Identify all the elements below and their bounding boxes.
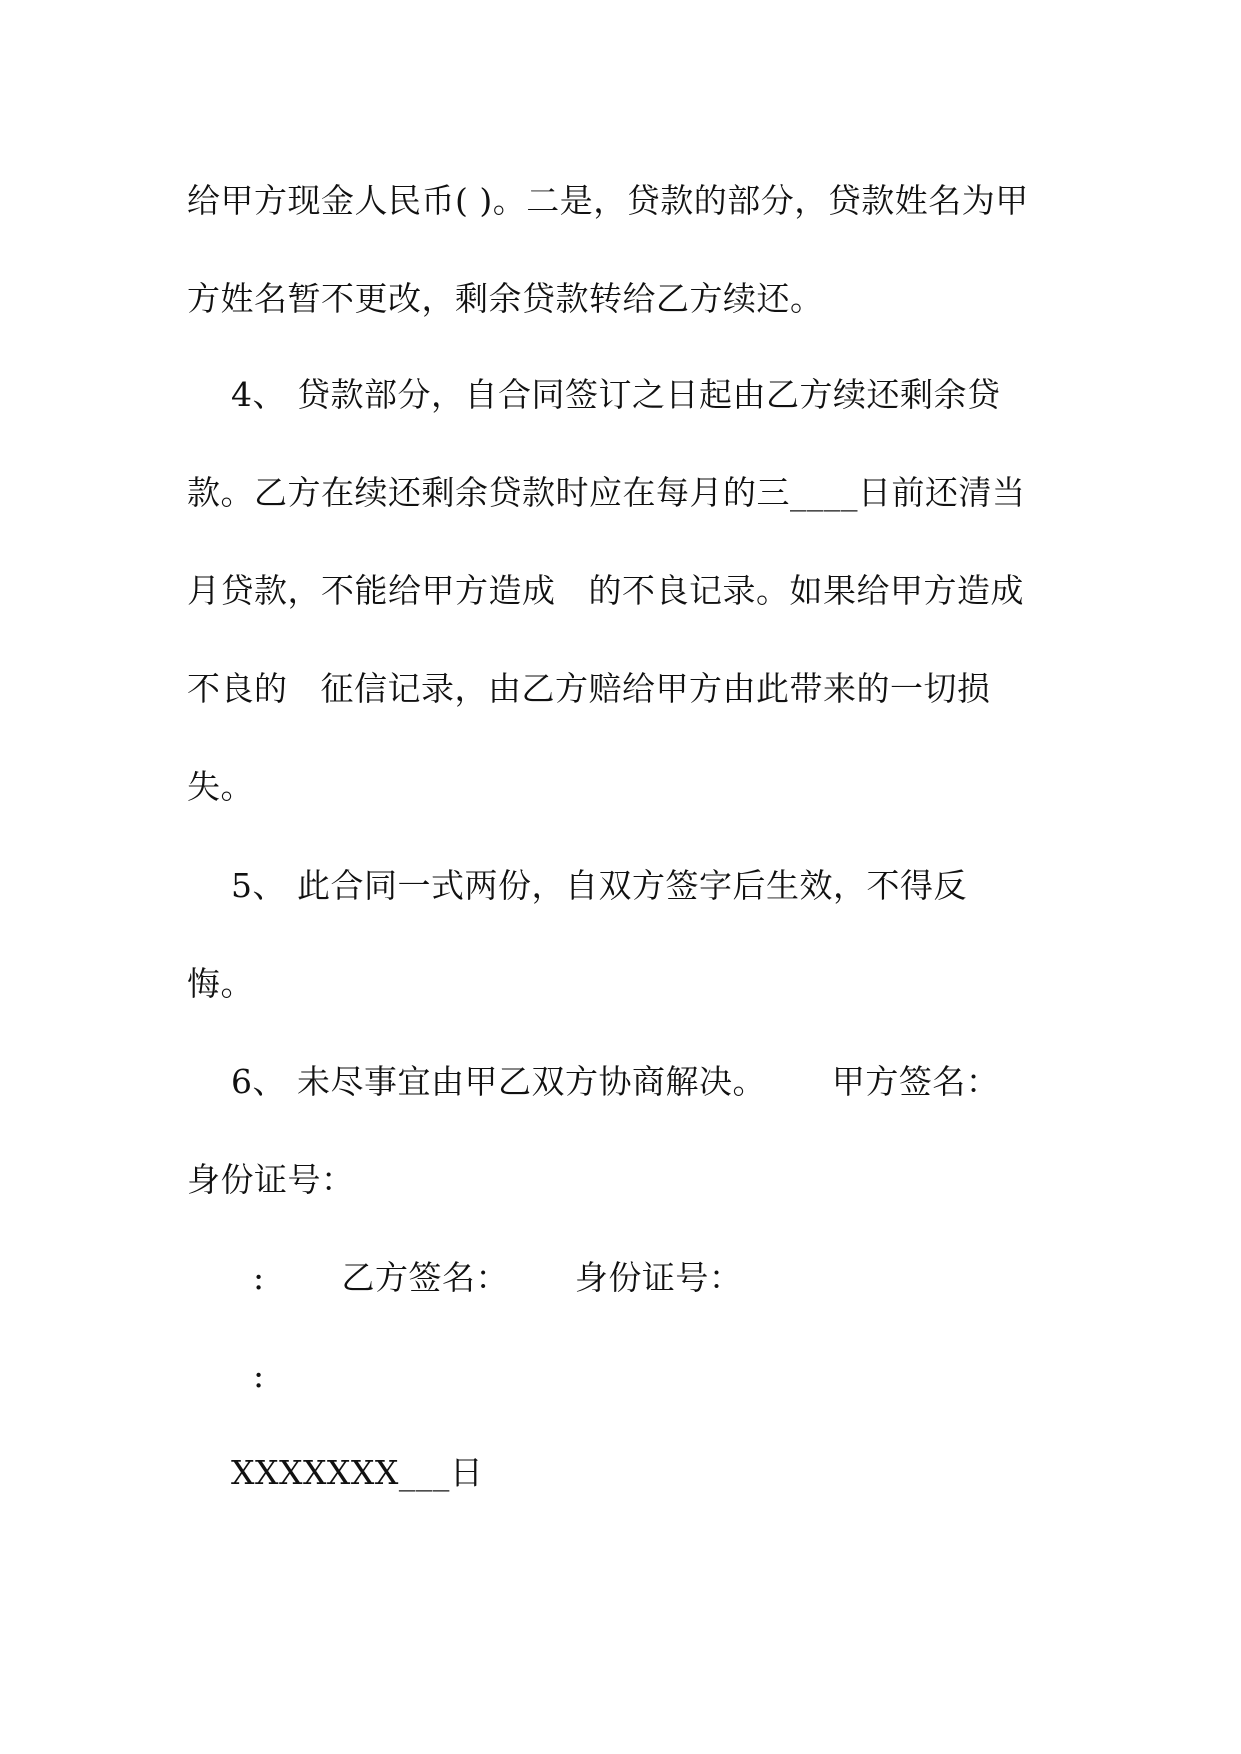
text-line-8: 5、 此合同一式两份，自双方签字后生效，不得反 [187, 866, 967, 905]
text-line-13: : [187, 1356, 265, 1395]
text-line-4: 款。乙方在续还剩余贷款时应在每月的三____日前还清当 [187, 473, 1026, 512]
text-line-2: 方姓名暂不更改，剩余贷款转给乙方续还。 [187, 279, 824, 318]
text-line-1: 给甲方现金人民币( )。二是，贷款的部分，贷款姓名为甲 [187, 181, 1029, 220]
text-line-11: 身份证号： [187, 1160, 355, 1199]
text-line-9: 悔。 [187, 964, 254, 1003]
text-line-5: 月贷款，不能给甲方造成 的不良记录。如果给甲方造成 [187, 571, 1024, 610]
text-line-3: 4、 贷款部分，自合同签订之日起由乙方续还剩余贷 [187, 375, 1001, 414]
text-line-7: 失。 [187, 767, 254, 806]
text-line-10: 6、 未尽事宜由甲乙双方协商解决。 甲方签名： [187, 1062, 1000, 1101]
text-line-6: 不良的 征信记录，由乙方赔给甲方由此带来的一切损 [187, 669, 991, 708]
text-line-14: XXXXXXX___日 [187, 1453, 484, 1492]
text-line-12: : 乙方签名： 身份证号： [187, 1258, 743, 1297]
